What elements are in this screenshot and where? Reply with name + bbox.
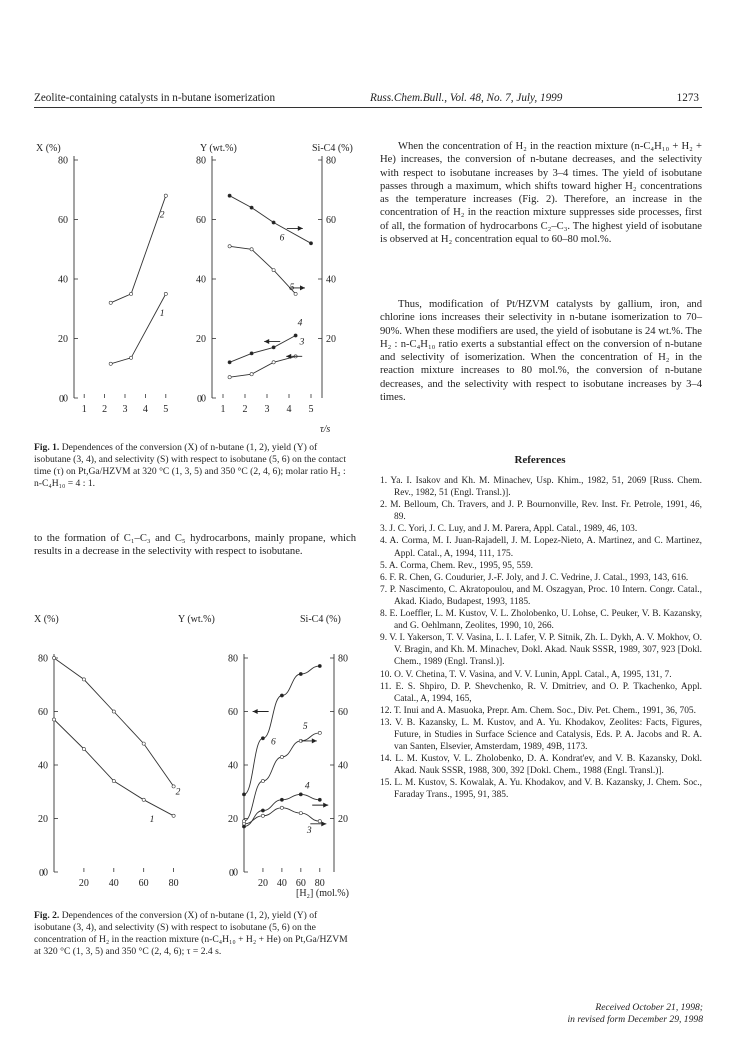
series-2-label: 2 xyxy=(159,210,165,221)
fig1-left-axis-label: X (%) xyxy=(36,143,61,154)
origin-label: 0 xyxy=(197,394,202,405)
page-number: 1273 xyxy=(676,92,699,104)
reference-item: 9. V. I. Yakerson, T. V. Vasina, L. I. Lafer, V. P. Sitnik, Zh. L. Dykh, A. V. Mokhov, O. V. Bragin, and Kh. M. Minachev, Dokl. Akad. Nauk SSSR, 1989, 307, 923 [Dokl. Chem., 1989 (Engl. Transl.)]. xyxy=(380,633,702,668)
series-4-label: 4 xyxy=(297,318,303,329)
series-6-line xyxy=(244,666,320,794)
figure-2-caption-text: Dependences of the conversion (X) of n-butane (1, 2), yield (Y) of isobutane (3, 4), and selectivity (S) with respect to isobutane (5, 6) on the concentration of H₂ in the reaction mixture (n-C₄H₁₀ + H₂ + He) on Pt,Ga/HZVM at 320 °C (1, 3, 5) and 350 °C (2, 4, 6); τ = 2.4 s. xyxy=(34,910,348,957)
series-6-point xyxy=(318,664,321,667)
series-6-label: 6 xyxy=(279,233,285,244)
y-tick-label: 80 xyxy=(58,155,68,167)
body-paragraph-2: Thus, modification of Pt/HZVM catalysts by gallium, iron, and chlorine ions increases their selectivity in n-butane isomerization to 70–90%. When these modifiers are used, the yield of isobutane is 24 wt.%. The H₂ : n-C₄H₁₀ ratio exerts a substantial effect on the conversion of n-butane and selectivity of isomerization. When the concentration of H₂ in the reaction mixture increases to 80 mol.%, the conversion of n-butane decreases, and the selectivity with respect to isobutane increases by 3–4 times. xyxy=(380,299,702,404)
series-2-line xyxy=(54,658,174,786)
reference-item: 12. T. Inui and A. Masuoka, Prepr. Am. Chem. Soc., Div. Pet. Chem., 1991, 36, 705. xyxy=(380,705,696,716)
series-3-point xyxy=(280,806,283,809)
series-1-point xyxy=(112,779,115,782)
reference-item: 5. A. Corma, Chem. Rev., 1995, 95, 559. xyxy=(380,560,534,571)
fig1-x-axis-unit: τ/s xyxy=(320,424,331,435)
series-1-label: 1 xyxy=(149,814,155,825)
body-paragraph-1: When the concentration of H₂ in the reaction mixture (n-C₄H₁₀ + H₂ + He) increases, the conversion of n-butane decreases, and the selectivity with respect to isobutane increases by 3–4 times. The yield of isobutane passes through a maximum, which shifts toward higher H₂ concentrations as the temperature increases (Fig. 2). Therefore, an increase in the concentration of H₂ in the reaction mixture suppresses side processes, first of all, the formation of hydrocarbons C₂–C₃. The highest yield of isobutane is observed at H₂ concentration equal to 60–80 mol.%. xyxy=(380,141,702,246)
series-5-point xyxy=(242,820,245,823)
x-tick-label: 40 xyxy=(276,878,287,889)
y-tick-label: 60 xyxy=(38,707,48,718)
series-6-point xyxy=(242,793,245,796)
figure-1-caption-text: Dependences of the conversion (X) of n-butane (1, 2), yield (Y) of isobutane (3, 4), and selectivity (S) with respect to isobutane (5, 6) on the contact time (τ) on Pt,Ga/HZVM at 320 °C (1, 3, 5) and 350 °C (2, 4, 6); molar ratio H₂ : n-C₄H₁₀ = 4 : 1. xyxy=(34,442,346,489)
y-tick-label: 20 xyxy=(38,814,48,825)
fig1-mid-axis-label: Y (wt.%) xyxy=(200,143,237,154)
series-1-point xyxy=(82,747,85,750)
x-tick-label: 40 xyxy=(108,878,119,889)
fig2-left-axis-label: X (%) xyxy=(34,614,59,625)
series-1-point xyxy=(52,718,55,721)
y-tick-label: 0 xyxy=(201,393,206,405)
fig2-axis-arrow-4-head xyxy=(323,803,328,808)
fig2-axis-arrow-3-head xyxy=(321,821,326,826)
series-2-point xyxy=(52,656,55,659)
origin-label: 0 xyxy=(39,868,44,879)
received-line-1: Received October 21, 1998; xyxy=(595,1002,703,1013)
left-column-paragraph: to the formation of C₁–C₃ and C₅ hydrocarbons, mainly propane, which results in a decrease in the selectivity with respect to isobutane. xyxy=(34,533,356,558)
x-tick-label: 2 xyxy=(102,404,108,415)
x-tick-label: 2 xyxy=(242,404,248,415)
y-tick-label: 20 xyxy=(228,814,238,825)
series-5-point xyxy=(261,779,264,782)
x-tick-label: 60 xyxy=(295,878,306,889)
series-6-point xyxy=(261,737,264,740)
y-tick-label: 80 xyxy=(228,653,238,665)
y-tick-label: 0 xyxy=(63,393,68,405)
x-tick-label: 60 xyxy=(138,878,149,889)
x-tick-label: 80 xyxy=(314,878,325,889)
fig2-mid-axis-label: Y (wt.%) xyxy=(178,614,215,625)
y-tick-label: 40 xyxy=(58,274,68,286)
y2-tick-label: 40 xyxy=(338,760,348,772)
reference-item: 6. F. R. Chen, G. Coudurier, J.-F. Joly, and J. C. Vedrine, J. Catal., 1993, 143, 616. xyxy=(380,572,689,583)
reference-item: 3. J. C. Yori, J. C. Luy, and J. M. Parera, Appl. Catal., 1989, 46, 103. xyxy=(380,524,638,535)
series-4-point xyxy=(318,798,321,801)
x-tick-label: 20 xyxy=(257,878,268,889)
series-1-label: 1 xyxy=(159,308,165,319)
received-date xyxy=(567,1002,703,1026)
x-tick-label: 3 xyxy=(122,404,128,415)
reference-item: 8. E. Loeffler, L. M. Kustov, V. L. Zholobenko, U. Lohse, C. Peuker, V. B. Kazansky, and G. Oehlmann, Zeolites, 1990, 10, 266. xyxy=(380,609,702,632)
series-5-label: 5 xyxy=(289,282,295,293)
reference-item: 1. Ya. I. Isakov and Kh. M. Minachev, Usp. Khim., 1982, 51, 2069 [Russ. Chem. Rev., 1982, 51 (Engl. Transl.)]. xyxy=(380,476,702,499)
series-6-point xyxy=(299,672,302,675)
series-1-line xyxy=(54,720,174,816)
reference-item: 4. A. Corma, M. I. Juan-Rajadell, J. M. Lopez-Nieto, A. Martinez, and C. Martinez, Appl. Catal., A, 1994, 111, 175. xyxy=(380,536,702,559)
y-tick-label: 0 xyxy=(43,867,48,879)
y-tick-label: 20 xyxy=(58,334,68,345)
y-tick-label: 60 xyxy=(228,707,238,718)
series-3-label: 3 xyxy=(306,826,312,837)
fig2-axis-arrow-6-head xyxy=(253,709,258,714)
y2-tick-label: 20 xyxy=(326,334,336,345)
y2-tick-label: 60 xyxy=(326,215,336,226)
series-2-point xyxy=(142,742,145,745)
series-1-point xyxy=(142,798,145,801)
running-header-title: Zeolite-containing catalysts in n-butane isomerization xyxy=(34,92,276,104)
y2-tick-label: 80 xyxy=(338,653,348,665)
references-list xyxy=(380,475,702,802)
fig2-x-axis-unit: [H₂] (mol.%) xyxy=(296,888,349,899)
running-header-journal: Russ.Chem.Bull., Vol. 48, No. 7, July, 1999 xyxy=(370,92,563,104)
fig2-axis-arrow-5-head xyxy=(312,738,317,743)
reference-item: 14. L. M. Kustov, V. L. Zholobenko, D. A. Kondrat'ev, and V. B. Kazansky, Dokl. Akad. Nauk SSSR, 1988, 300, 392 [Dokl. Chem., 1988 (Engl. Transl.)]. xyxy=(380,754,702,777)
x-tick-label: 4 xyxy=(286,404,292,415)
series-5-label: 5 xyxy=(302,721,308,732)
reference-item: 11. E. S. Shpiro, D. P. Shevchenko, R. V. Dmitriev, and O. P. Tkachenko, Appl. Catal., A, 1994, 165, xyxy=(380,681,702,704)
series-2-point xyxy=(82,678,85,681)
y-tick-label: 40 xyxy=(228,760,238,772)
series-4-point xyxy=(299,793,302,796)
series-4-point xyxy=(242,825,245,828)
y-tick-label: 60 xyxy=(196,215,206,226)
x-tick-label: 4 xyxy=(142,404,148,415)
origin-label: 0 xyxy=(229,868,234,879)
x-tick-label: 20 xyxy=(78,878,89,889)
y-tick-label: 20 xyxy=(196,334,206,345)
y2-tick-label: 80 xyxy=(326,155,336,167)
x-tick-label: 1 xyxy=(81,404,87,415)
reference-item: 15. L. M. Kustov, S. Kowalak, A. Yu. Khodakov, and V. B. Kazansky, J. Chem. Soc., Faraday Trans., 1995, 91, 385. xyxy=(380,778,702,801)
y-tick-label: 40 xyxy=(38,760,48,772)
x-tick-label: 1 xyxy=(220,404,226,415)
y-tick-label: 80 xyxy=(38,653,48,665)
y-tick-label: 0 xyxy=(233,867,238,879)
series-3-label: 3 xyxy=(299,337,305,348)
series-4-label: 4 xyxy=(304,781,310,792)
y2-tick-label: 40 xyxy=(326,274,336,286)
series-5-point xyxy=(318,731,321,734)
fig2-right-axis-label: Si-C4 (%) xyxy=(300,614,341,625)
y2-tick-label: 60 xyxy=(338,707,348,718)
series-4-point xyxy=(261,809,264,812)
series-2-label: 2 xyxy=(175,787,181,798)
fig1-right-axis-label: Si-C4 (%) xyxy=(312,143,353,154)
figure-2-caption xyxy=(34,910,356,958)
reference-item: 13. V. B. Kazansky, L. M. Kustov, and A. Yu. Khodakov, Zeolites: Facts, Figures, Future, in Studies in Surface Science and Catalysis, Eds. P. A. Jacobs and R. A. van Santen, Elsevier, Amsterdam, 1989, 49B, 1173. xyxy=(380,717,702,753)
series-2-point xyxy=(112,710,115,713)
y2-tick-label: 20 xyxy=(338,814,348,825)
series-3-point xyxy=(261,814,264,817)
y-tick-label: 80 xyxy=(196,155,206,167)
series-4-point xyxy=(280,798,283,801)
series-6-label: 6 xyxy=(270,737,276,748)
x-tick-label: 80 xyxy=(168,878,179,889)
reference-item: 10. O. V. Chetina, T. V. Vasina, and V. V. Lunin, Appl. Catal., A, 1995, 131, 7. xyxy=(380,669,672,680)
received-line-2: in revised form December 29, 1998 xyxy=(567,1014,703,1025)
figure-1-caption-label: Fig. 1. xyxy=(34,442,60,453)
x-tick-label: 5 xyxy=(308,404,314,415)
series-3-point xyxy=(299,812,302,815)
series-6-point xyxy=(280,694,283,697)
references-heading: References xyxy=(514,454,566,466)
figure-2-caption-label: Fig. 2. xyxy=(34,910,60,921)
series-1-point xyxy=(172,814,175,817)
series-3-point xyxy=(318,820,321,823)
x-tick-label: 5 xyxy=(163,404,169,415)
series-5-point xyxy=(280,755,283,758)
reference-item: 7. P. Nascimento, C. Akratopoulou, and M. Oszagyan, Proc. 10 Intern. Congr. Catal., Akad. Kiado, Budapest, 1993, 1185. xyxy=(380,584,702,607)
origin-label: 0 xyxy=(59,394,64,405)
x-tick-label: 3 xyxy=(264,404,270,415)
y-tick-label: 60 xyxy=(58,215,68,226)
y-tick-label: 40 xyxy=(196,274,206,286)
reference-item: 2. M. Belloum, Ch. Travers, and J. P. Bournonville, Rev. Inst. Fr. Petrole, 1991, 46, 89. xyxy=(380,500,702,523)
